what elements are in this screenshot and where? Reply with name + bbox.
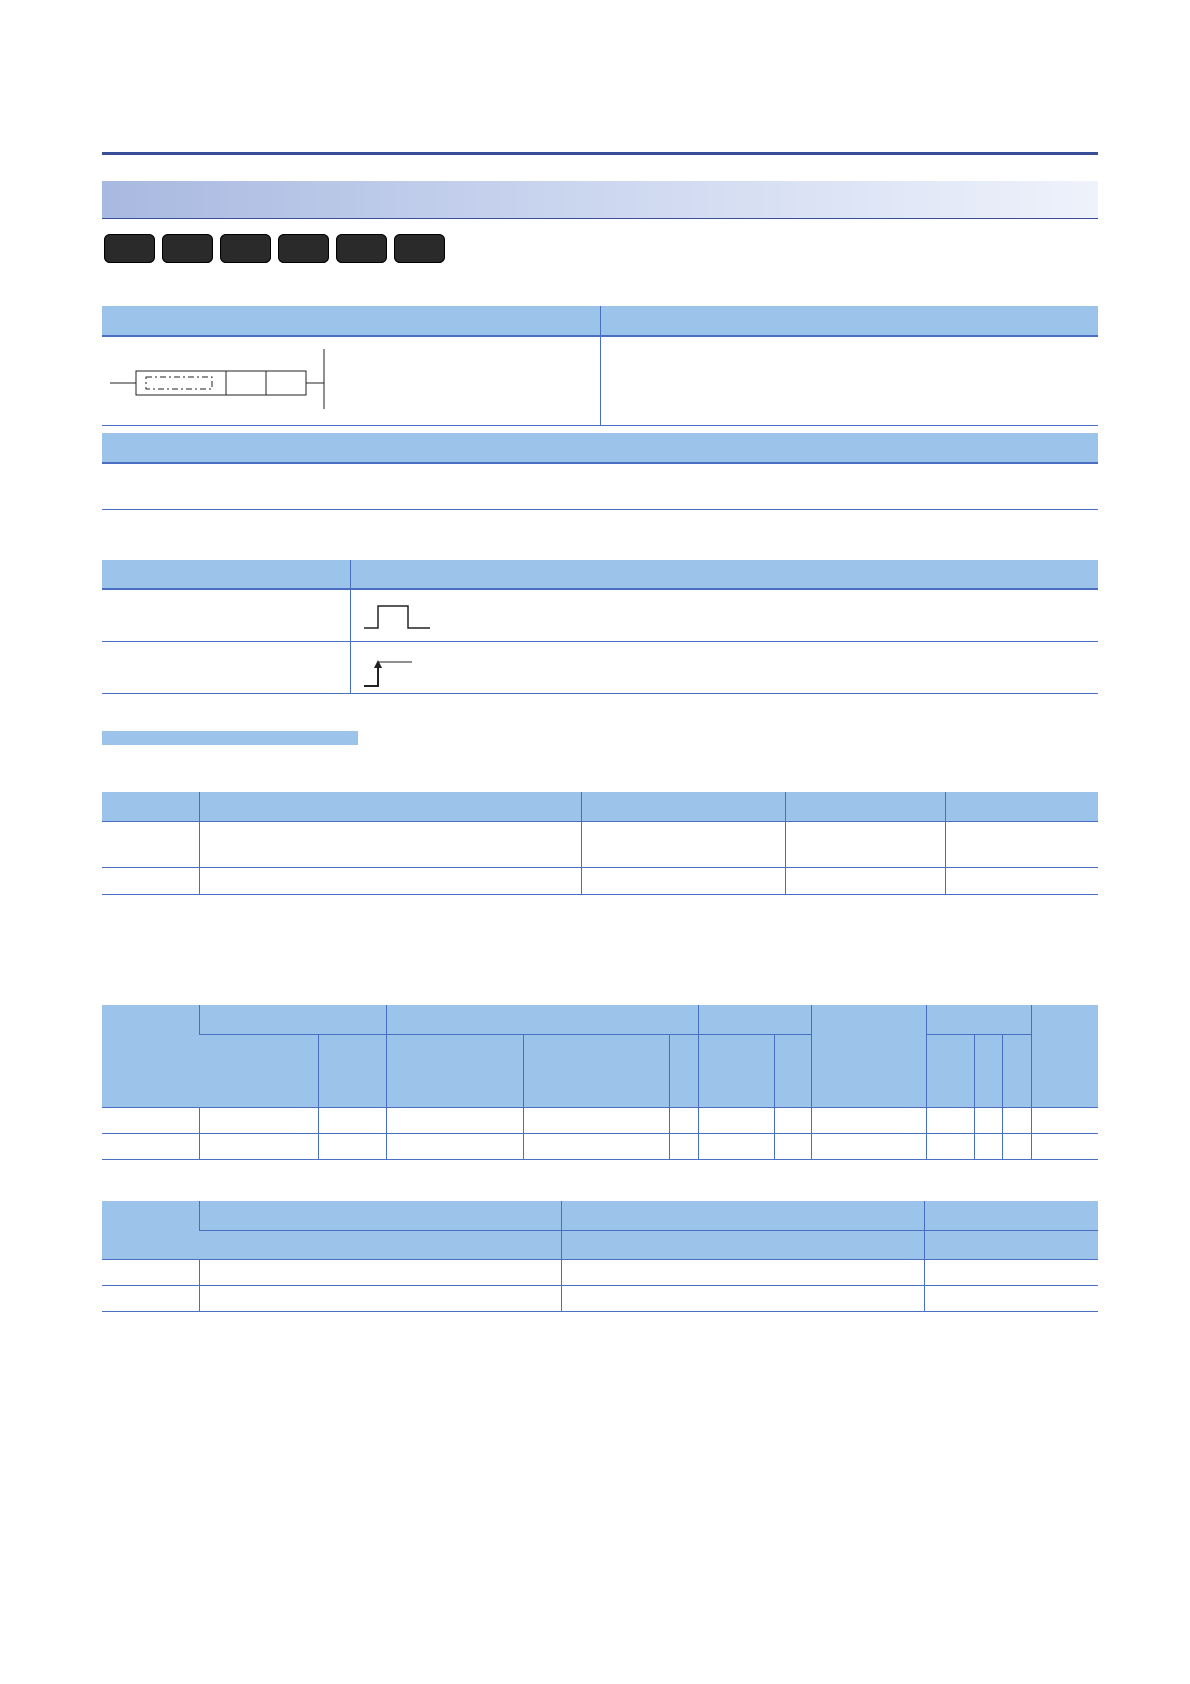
table-row	[102, 1259, 1098, 1285]
table-cell	[785, 867, 945, 894]
index-header-cell	[102, 1201, 199, 1259]
device-header-cell	[1002, 1034, 1031, 1107]
device-header-cell	[199, 1034, 318, 1107]
ladder-table	[102, 306, 1098, 426]
operand-header-cell	[102, 792, 199, 821]
cpu-badge	[394, 234, 445, 263]
table-cell	[561, 1259, 924, 1285]
table-cell	[774, 1107, 811, 1133]
device-header-cell	[318, 1034, 386, 1107]
device-table	[102, 1005, 1098, 1160]
table-cell	[199, 1133, 318, 1159]
table-cell	[102, 1285, 199, 1311]
section-title-band	[102, 181, 1098, 219]
device-header-cell	[698, 1005, 811, 1034]
table-cell	[698, 1133, 774, 1159]
table-cell	[386, 1133, 523, 1159]
execution-row	[102, 590, 1098, 642]
pulse-waveform-icon	[360, 600, 440, 634]
table-cell	[1002, 1133, 1031, 1159]
table-cell	[945, 867, 1098, 894]
device-header-cell	[698, 1034, 774, 1107]
table-cell	[974, 1133, 1002, 1159]
table-cell	[926, 1107, 974, 1133]
ladder-table-body	[102, 337, 1098, 426]
table-cell	[1002, 1107, 1031, 1133]
table-cell	[926, 1133, 974, 1159]
operand-header-row	[102, 792, 1098, 821]
index-header-cell	[924, 1201, 1098, 1230]
table-cell	[774, 1133, 811, 1159]
index-subheader-row	[102, 1230, 1098, 1259]
cpu-badges	[104, 234, 445, 264]
table-cell	[386, 1107, 523, 1133]
table-cell	[102, 1259, 199, 1285]
table-cell	[811, 1107, 926, 1133]
table-cell	[1031, 1133, 1098, 1159]
operand-header-cell	[785, 792, 945, 821]
device-header-row	[102, 1005, 1098, 1034]
device-header-cell	[386, 1005, 698, 1034]
table-cell	[199, 867, 581, 894]
cpu-badge	[278, 234, 329, 263]
execution-table-header	[102, 560, 1098, 590]
device-header-cell	[199, 1005, 386, 1034]
table-row	[102, 1285, 1098, 1311]
table-cell	[924, 1285, 1098, 1311]
table-cell	[102, 1107, 199, 1133]
table-cell	[669, 1107, 698, 1133]
cpu-badge	[336, 234, 387, 263]
rising-edge-icon	[360, 652, 440, 692]
device-header-cell	[102, 1005, 199, 1107]
table-cell	[924, 1259, 1098, 1285]
table-cell	[318, 1133, 386, 1159]
setting-data-row	[102, 464, 1098, 510]
table-cell	[199, 1285, 561, 1311]
cpu-badge	[162, 234, 213, 263]
subheading-band	[102, 731, 358, 745]
operand-header-cell	[199, 792, 581, 821]
table-cell	[102, 821, 199, 867]
table-cell	[199, 1107, 318, 1133]
setting-data-table	[102, 433, 1098, 510]
device-header-cell	[926, 1005, 1031, 1034]
table-cell	[974, 1107, 1002, 1133]
index-header-cell	[561, 1201, 924, 1230]
device-header-cell	[774, 1034, 811, 1107]
table-cell	[199, 821, 581, 867]
cpu-badge	[220, 234, 271, 263]
operand-header-cell	[945, 792, 1098, 821]
cpu-badge	[104, 234, 155, 263]
device-header-cell	[386, 1034, 523, 1107]
device-header-cell	[669, 1034, 698, 1107]
table-cell	[581, 821, 785, 867]
table-cell	[102, 1133, 199, 1159]
device-subheader-row	[102, 1034, 1098, 1107]
index-header-cell	[561, 1230, 924, 1259]
table-cell	[698, 1107, 774, 1133]
table-cell	[102, 867, 199, 894]
table-cell	[318, 1107, 386, 1133]
table-cell	[199, 1259, 561, 1285]
device-header-cell	[974, 1034, 1002, 1107]
table-cell	[1031, 1107, 1098, 1133]
ladder-table-header	[102, 306, 1098, 337]
table-cell	[523, 1107, 669, 1133]
device-header-cell	[811, 1005, 926, 1107]
table-row	[102, 1107, 1098, 1133]
table-cell	[581, 867, 785, 894]
index-header-cell	[924, 1230, 1098, 1259]
page-top-rule	[102, 152, 1098, 155]
device-header-cell	[523, 1034, 669, 1107]
table-row	[102, 1133, 1098, 1159]
device-header-cell	[1031, 1005, 1098, 1107]
index-header-cell	[199, 1230, 561, 1259]
table-cell	[945, 821, 1098, 867]
setting-data-header	[102, 433, 1098, 464]
operand-header-cell	[581, 792, 785, 821]
table-cell	[523, 1133, 669, 1159]
table-cell	[561, 1285, 924, 1311]
index-header-cell	[199, 1201, 561, 1230]
execution-row	[102, 642, 1098, 694]
table-row	[102, 821, 1098, 867]
ladder-diagram-icon	[106, 347, 336, 417]
index-header-row	[102, 1201, 1098, 1230]
execution-condition-table	[102, 560, 1098, 694]
table-cell	[669, 1133, 698, 1159]
index-table	[102, 1201, 1098, 1312]
operand-table	[102, 792, 1098, 895]
table-cell	[785, 821, 945, 867]
table-row	[102, 867, 1098, 894]
table-cell	[811, 1133, 926, 1159]
device-header-cell	[926, 1034, 974, 1107]
